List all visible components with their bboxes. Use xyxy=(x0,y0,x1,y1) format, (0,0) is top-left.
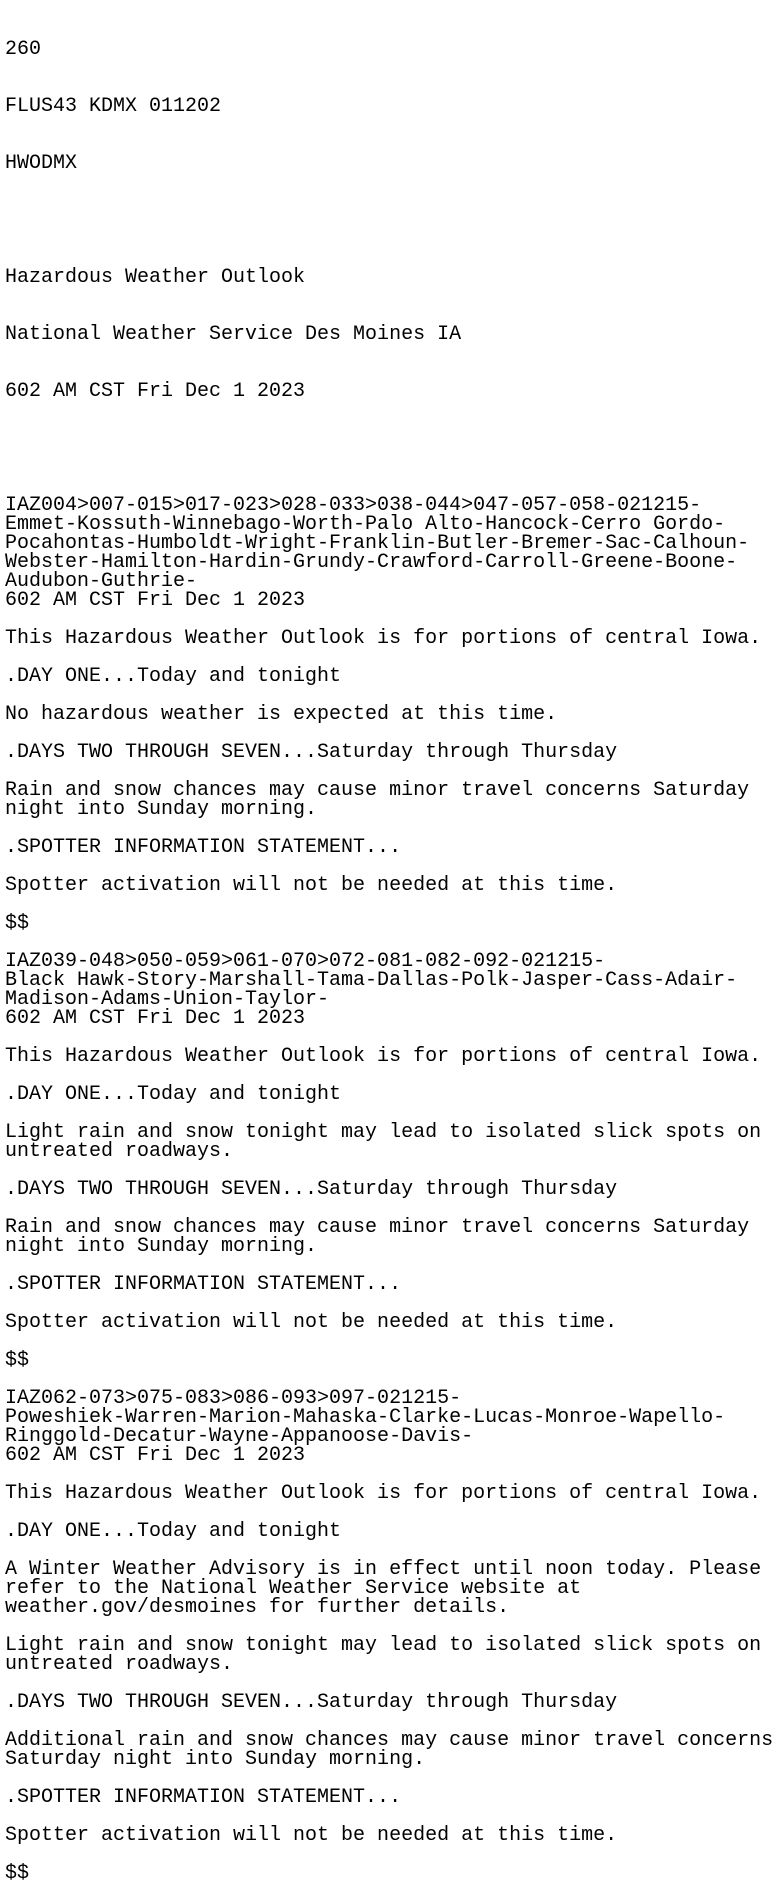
days-two-through-seven-text-line: Rain and snow chances may cause minor travel concerns Saturday xyxy=(5,779,750,802)
ugc-zone-codes: IAZ004>007-015>017-023>028-033>038-044>047-057-058-021215- xyxy=(5,494,702,517)
days-two-through-seven-text-line: Additional rain and snow chances may cause minor travel concerns xyxy=(5,1729,774,1752)
awips-product-id: HWODMX xyxy=(5,152,78,175)
days-two-through-seven-header: .DAYS TWO THROUGH SEVEN...Saturday through Thursday xyxy=(5,1178,618,1201)
zone-names-line: Poweshiek-Warren-Marion-Mahaska-Clarke-Lucas-Monroe-Wapello- xyxy=(5,1406,726,1429)
day-one-text-line: No hazardous weather is expected at this time. xyxy=(5,703,558,726)
days-two-through-seven-header: .DAYS TWO THROUGH SEVEN...Saturday through Thursday xyxy=(5,1691,618,1714)
spotter-statement-text: Spotter activation will not be needed at this time. xyxy=(5,1311,618,1334)
spotter-statement-text: Spotter activation will not be needed at this time. xyxy=(5,874,618,897)
spotter-statement-text: Spotter activation will not be needed at this time. xyxy=(5,1824,618,1847)
day-one-text-line: weather.gov/desmoines for further details. xyxy=(5,1596,510,1619)
zone-names-line: Pocahontas-Humboldt-Wright-Franklin-Butler-Bremer-Sac-Calhoun- xyxy=(5,532,750,555)
blank-line xyxy=(5,1332,777,1351)
blank-line xyxy=(5,1541,777,1560)
segment-terminator: $$ xyxy=(5,1862,30,1885)
product-title: Hazardous Weather Outlook xyxy=(5,266,306,289)
days-two-through-seven-text-line: night into Sunday morning. xyxy=(5,1235,318,1258)
blank-line xyxy=(5,211,777,230)
day-one-header: .DAY ONE...Today and tonight xyxy=(5,1520,342,1543)
days-two-through-seven-text-line: night into Sunday morning. xyxy=(5,798,318,821)
blank-line xyxy=(5,1769,777,1788)
blank-line xyxy=(5,1807,777,1826)
blank-line xyxy=(5,1712,777,1731)
day-one-text-line: untreated roadways. xyxy=(5,1140,234,1163)
issuing-office: National Weather Service Des Moines IA xyxy=(5,323,462,346)
blank-line xyxy=(5,1845,777,1864)
outlook-intro: This Hazardous Weather Outlook is for portions of central Iowa. xyxy=(5,1482,762,1505)
blank-line xyxy=(5,895,777,914)
spotter-statement-header: .SPOTTER INFORMATION STATEMENT... xyxy=(5,1273,402,1296)
ugc-zone-codes: IAZ039-048>050-059>061-070>072-081-082-092-021215- xyxy=(5,950,606,973)
zone-names-line: Emmet-Kossuth-Winnebago-Worth-Palo Alto-Hancock-Cerro Gordo- xyxy=(5,513,726,536)
day-one-header: .DAY ONE...Today and tonight xyxy=(5,1083,342,1106)
forecast-segments xyxy=(5,496,777,1883)
ugc-zone-codes: IAZ062-073>075-083>086-093>097-021215- xyxy=(5,1387,462,1410)
days-two-through-seven-header: .DAYS TWO THROUGH SEVEN...Saturday through Thursday xyxy=(5,741,618,764)
outlook-intro: This Hazardous Weather Outlook is for portions of central Iowa. xyxy=(5,627,762,650)
day-one-text-line: refer to the National Weather Service website at xyxy=(5,1577,582,1600)
zone-names-line: Madison-Adams-Union-Taylor- xyxy=(5,988,330,1011)
zone-names-line: Audubon-Guthrie- xyxy=(5,570,198,593)
days-two-through-seven-text-line: Saturday night into Sunday morning. xyxy=(5,1748,426,1771)
days-two-through-seven-text-line: Rain and snow chances may cause minor travel concerns Saturday xyxy=(5,1216,750,1239)
zone-names-line: Ringgold-Decatur-Wayne-Appanoose-Davis- xyxy=(5,1425,474,1448)
wmo-heading: FLUS43 KDMX 011202 xyxy=(5,95,222,118)
segment-terminator: $$ xyxy=(5,1349,30,1372)
day-one-text-line: untreated roadways. xyxy=(5,1653,234,1676)
blank-line xyxy=(5,1674,777,1693)
zone-names-line: Webster-Hamilton-Hardin-Grundy-Crawford-Carroll-Greene-Boone- xyxy=(5,551,738,574)
spotter-statement-header: .SPOTTER INFORMATION STATEMENT... xyxy=(5,1786,402,1809)
awips-sequence-number: 260 xyxy=(5,38,42,61)
zone-names-line: Black Hawk-Story-Marshall-Tama-Dallas-Polk-Jasper-Cass-Adair- xyxy=(5,969,738,992)
outlook-intro: This Hazardous Weather Outlook is for portions of central Iowa. xyxy=(5,1045,762,1068)
segment-terminator: $$ xyxy=(5,912,30,935)
day-one-text-line: Light rain and snow tonight may lead to isolated slick spots on xyxy=(5,1634,762,1657)
segment-issuance-time: 602 AM CST Fri Dec 1 2023 xyxy=(5,1444,306,1467)
blank-line xyxy=(5,439,777,458)
segment-issuance-time: 602 AM CST Fri Dec 1 2023 xyxy=(5,1007,306,1030)
day-one-header: .DAY ONE...Today and tonight xyxy=(5,665,342,688)
spotter-statement-header: .SPOTTER INFORMATION STATEMENT... xyxy=(5,836,402,859)
segment-issuance-time: 602 AM CST Fri Dec 1 2023 xyxy=(5,589,306,612)
day-one-text-line: A Winter Weather Advisory is in effect until noon today. Please xyxy=(5,1558,762,1581)
blank-line xyxy=(5,1617,777,1636)
issuance-time: 602 AM CST Fri Dec 1 2023 xyxy=(5,380,306,403)
day-one-text-line: Light rain and snow tonight may lead to isolated slick spots on xyxy=(5,1121,762,1144)
